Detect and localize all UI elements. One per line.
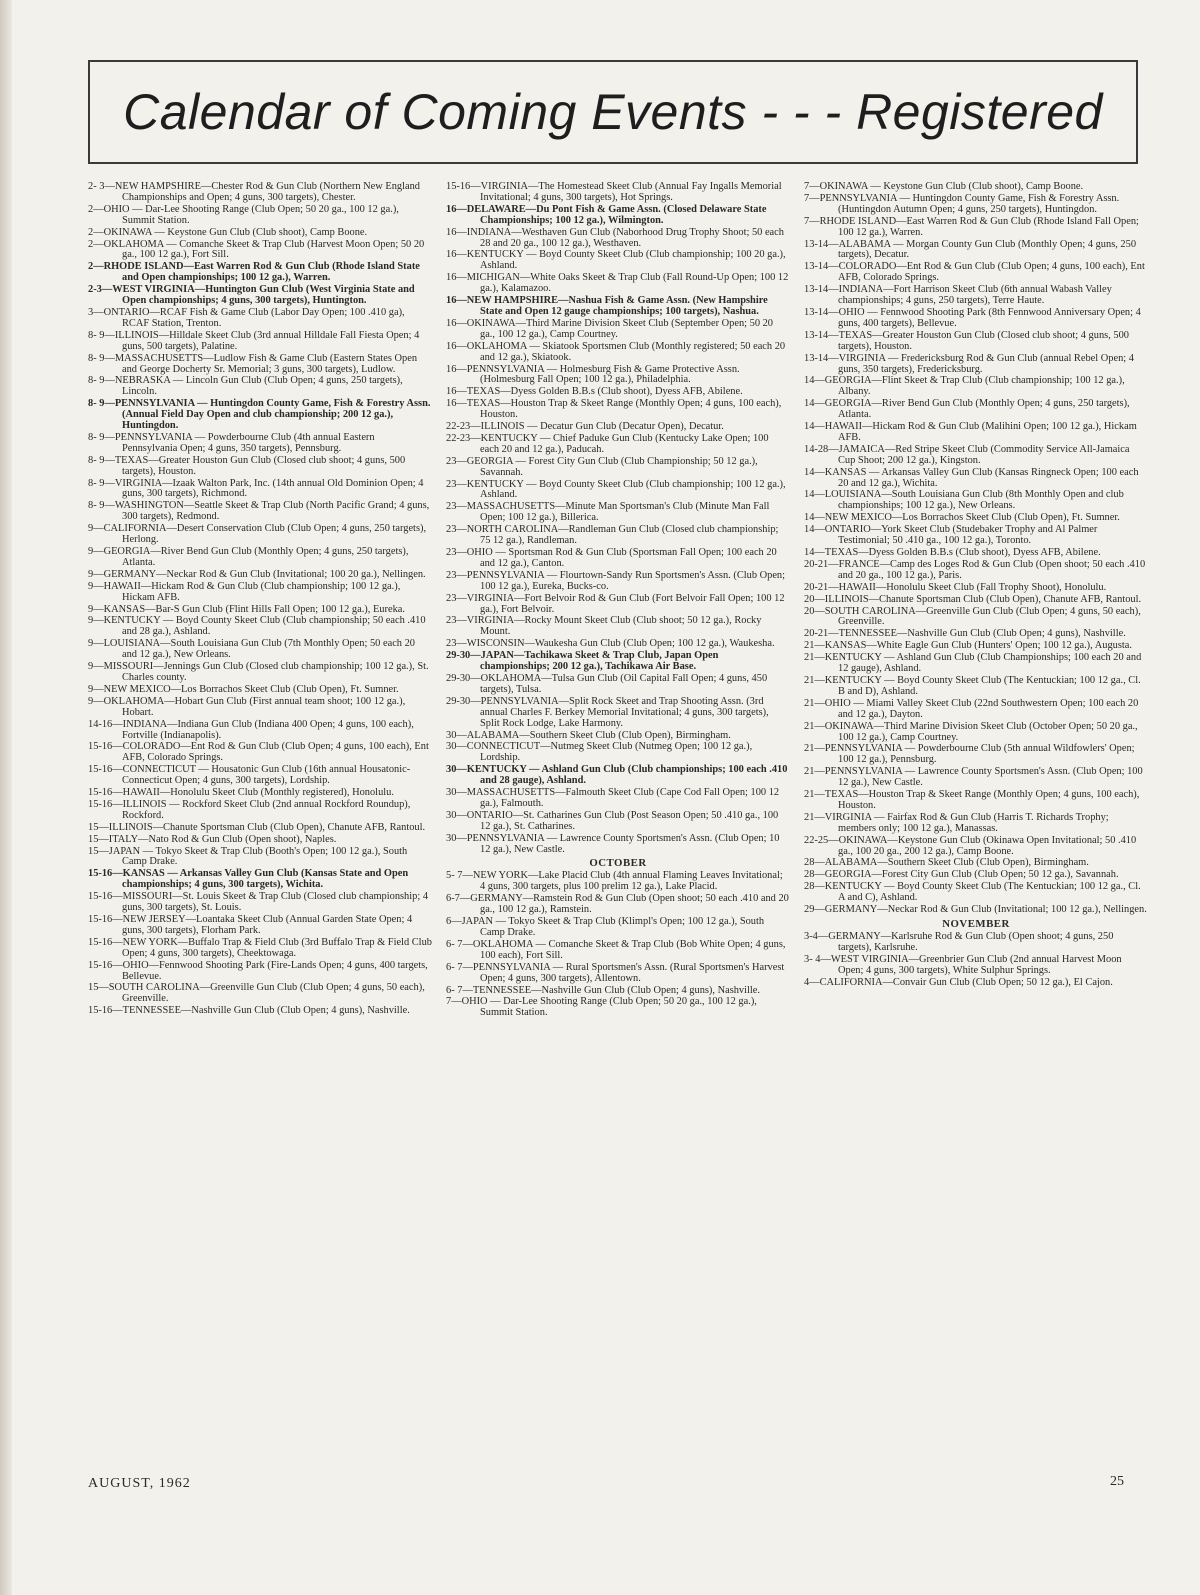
event-entry: 20-21—FRANCE—Camp des Loges Rod & Gun Club (Open shoot; 50 each .410 and 20 ga., 100 12 ga.), Paris. bbox=[804, 558, 1146, 581]
event-entry: 23—NORTH CAROLINA—Randleman Gun Club (Closed club championship; 75 12 ga.), Randleman. bbox=[446, 524, 779, 547]
event-entry: 15-16—NEW YORK—Buffalo Trap & Field Club (3rd Buffalo Trap & Field Club Open; 4 guns, 300 targets), Cheektowaga. bbox=[88, 936, 432, 959]
event-entry: 28—GEORGIA—Forest City Gun Club (Club Open; 50 12 ga.), Savannah. bbox=[804, 869, 1119, 881]
calendar-column-3 bbox=[804, 182, 1148, 1482]
event-entry: 16—OKINAWA—Third Marine Division Skeet Club (September Open; 50 20 ga., 100 12 ga.), Camp Courtney. bbox=[446, 317, 773, 340]
page-binding-edge bbox=[0, 0, 12, 1595]
event-entry: 13-14—VIRGINIA — Fredericksburg Rod & Gun Club (annual Rebel Open; 4 guns, 350 targets), Fredericksburg. bbox=[804, 352, 1134, 375]
event-entry: 2—OHIO — Dar-Lee Shooting Range (Club Open; 50 20 ga., 100 12 ga.), Summit Station. bbox=[88, 203, 399, 226]
event-entry: 15-16—HAWAII—Honolulu Skeet Club (Monthly registered), Honolulu. bbox=[88, 787, 394, 799]
event-entry: 9—GERMANY—Neckar Rod & Gun Club (Invitational; 100 20 ga.), Nellingen. bbox=[88, 568, 426, 580]
event-entry: 8- 9—VIRGINIA—Izaak Walton Park, Inc. (14th annual Old Dominion Open; 4 guns, 300 targets), Richmond. bbox=[88, 477, 424, 500]
event-entry: 7—RHODE ISLAND—East Warren Rod & Gun Club (Rhode Island Fall Open; 100 12 ga.), Warren. bbox=[804, 215, 1139, 238]
event-entry: 13-14—ALABAMA — Morgan County Gun Club (Monthly Open; 4 guns, 250 targets), Decatur. bbox=[804, 238, 1137, 261]
event-entry: 16—INDIANA—Westhaven Gun Club (Naborhood Drug Trophy Shoot; 50 each 28 and 20 ga., 100 12 ga.), Westhaven. bbox=[446, 226, 784, 249]
event-entry: 16—PENNSYLVANIA — Holmesburg Fish & Game Protective Assn. (Holmesburg Fall Open; 100 12 ga.), Philadelphia. bbox=[446, 363, 740, 386]
event-entry: 6—JAPAN — Tokyo Skeet & Trap Club (Klimpl's Open; 100 12 ga.), South Camp Drake. bbox=[446, 916, 765, 938]
event-entry: 20-21—HAWAII—Honolulu Skeet Club (Fall Trophy Shoot), Honolulu. bbox=[804, 581, 1107, 593]
event-entry: 16—KENTUCKY — Boyd County Skeet Club (Club championship; 100 20 ga.), Ashland. bbox=[446, 249, 786, 272]
month-heading: NOVEMBER bbox=[942, 918, 1010, 930]
event-entry: 14—LOUISIANA—South Louisiana Gun Club (8th Monthly Open and club championships; 100 12 ga.), New Orleans. bbox=[804, 489, 1124, 512]
event-entry: 9—KENTUCKY — Boyd County Skeet Club (Club championship; 50 each .410 and 28 ga.), Ashland. bbox=[88, 615, 426, 638]
event-entry: 29-30—PENNSYLVANIA—Split Rock Skeet and Trap Shooting Assn. (3rd annual Charles F. Berkey Memorial Invitational; 4 guns, 300 targets), Split Rock Lodge, Lake Harmony. bbox=[446, 695, 769, 729]
event-entry: 8- 9—NEBRASKA — Lincoln Gun Club (Club Open; 4 guns, 250 targets), Lincoln. bbox=[88, 375, 403, 398]
event-entry: 8- 9—PENNSYLVANIA — Huntingdon County Game, Fish & Forestry Assn. (Annual Field Day Open and club championship; 200 12 ga.), Huntingdon. bbox=[88, 398, 431, 432]
title-box bbox=[88, 60, 1138, 164]
event-entry: 20—ILLINOIS—Chanute Sportsman Club (Club Open), Chanute AFB, Rantoul. bbox=[804, 593, 1142, 605]
event-entry: 9—MISSOURI—Jennings Gun Club (Closed club championship; 100 12 ga.), St. Charles county. bbox=[88, 661, 429, 683]
event-entry: 4—CALIFORNIA—Convair Gun Club (Club Open; 50 12 ga.), El Cajon. bbox=[804, 976, 1113, 988]
event-entry: 3—ONTARIO—RCAF Fish & Game Club (Labor Day Open; 100 .410 ga), RCAF Station, Trenton. bbox=[88, 306, 405, 329]
event-entry: 6- 7—OKLAHOMA — Comanche Skeet & Trap Club (Bob White Open; 4 guns, 100 each), Fort Sill. bbox=[446, 938, 786, 961]
page-number: 25 bbox=[1110, 1474, 1124, 1489]
event-entry: 15-16—OHIO—Fennwood Shooting Park (Fire-Lands Open; 4 guns, 400 targets, Bellevue. bbox=[88, 959, 428, 982]
event-entry: 9—LOUISIANA—South Louisiana Gun Club (7th Monthly Open; 50 each 20 and 12 ga.), New Orleans. bbox=[88, 638, 415, 661]
event-entry: 15—ILLINOIS—Chanute Sportsman Club (Club Open), Chanute AFB, Rantoul. bbox=[88, 821, 426, 833]
event-entry: 21—OKINAWA—Third Marine Division Skeet Club (October Open; 50 20 ga., 100 12 ga.), Camp Courtney. bbox=[804, 720, 1138, 743]
event-entry: 14—ONTARIO—York Skeet Club (Studebaker Trophy and Al Palmer Testimonial; 50 .410 ga., 100 12 ga.), Toronto. bbox=[804, 524, 1098, 547]
event-entry: 15—ITALY—Nato Rod & Gun Club (Open shoot), Naples. bbox=[88, 833, 337, 845]
event-entry: 21—PENNSYLVANIA — Lawrence County Sportsmen's Assn. (Club Open; 100 12 ga.), New Castle. bbox=[804, 766, 1143, 789]
event-entry: 21—KENTUCKY — Ashland Gun Club (Club Championships; 100 each 20 and 12 gauge), Ashland. bbox=[804, 652, 1142, 675]
event-entry: 7—OKINAWA — Keystone Gun Club (Club shoot), Camp Boone. bbox=[804, 182, 1084, 192]
event-entry: 2—OKINAWA — Keystone Gun Club (Club shoot), Camp Boone. bbox=[88, 226, 368, 238]
event-entry: 21—TEXAS—Houston Trap & Skeet Range (Monthly Open; 4 guns, 100 each), Houston. bbox=[804, 789, 1140, 811]
event-entry: 23—KENTUCKY — Boyd County Skeet Club (Club championship; 100 12 ga.), Ashland. bbox=[446, 478, 786, 501]
event-entry: 23—VIRGINIA—Fort Belvoir Rod & Gun Club (Fort Belvoir Fall Open; 100 12 ga.), Fort Belvoir. bbox=[446, 592, 785, 615]
event-entry: 6- 7—TENNESSEE—Nashville Gun Club (Club Open; 4 guns), Nashville. bbox=[446, 984, 761, 996]
event-entry: 28—KENTUCKY — Boyd County Skeet Club (The Kentuckian; 100 12 ga., Cl. A and C), Ashland. bbox=[804, 881, 1141, 904]
event-entry: 30—MASSACHUSETTS—Falmouth Skeet Club (Cape Cod Fall Open; 100 12 ga.), Falmouth. bbox=[446, 787, 780, 809]
event-entry: 9—CALIFORNIA—Desert Conservation Club (Club Open; 4 guns, 250 targets), Herlong. bbox=[88, 523, 427, 546]
event-entry: 15-16—KANSAS — Arkansas Valley Gun Club (Kansas State and Open championships; 4 guns, 300 targets), Wichita. bbox=[88, 868, 409, 891]
event-entry: 14-16—INDIANA—Indiana Gun Club (Indiana 400 Open; 4 guns, 100 each), Fortville (Indianapolis). bbox=[88, 718, 414, 741]
event-entry: 30—KENTUCKY — Ashland Gun Club (Club championships; 100 each .410 and 28 gauge), Ashland. bbox=[446, 764, 788, 787]
event-entry: 2—RHODE ISLAND—East Warren Rod & Gun Club (Rhode Island State and Open championships; 100 12 ga.), Warren. bbox=[88, 261, 420, 284]
event-entry: 15-16—ILLINOIS — Rockford Skeet Club (2nd annual Rockford Roundup), Rockford. bbox=[88, 798, 411, 821]
event-entry: 15—JAPAN — Tokyo Skeet & Trap Club (Booth's Open; 100 12 ga.), South Camp Drake. bbox=[88, 845, 408, 868]
event-entry: 30—ONTARIO—St. Catharines Gun Club (Post Season Open; 50 .410 ga., 100 12 ga.), St. Catharines. bbox=[446, 809, 779, 832]
event-entry: 13-14—TEXAS—Greater Houston Gun Club (Closed club shoot; 4 guns, 500 targets), Houston. bbox=[804, 329, 1129, 352]
event-entry: 9—NEW MEXICO—Los Borrachos Skeet Club (Club Open), Ft. Sumner. bbox=[88, 683, 399, 695]
calendar-columns bbox=[88, 182, 1148, 1482]
event-entry: 14-28—JAMAICA—Red Stripe Skeet Club (Commodity Service All-Jamaica Cup Shoot; 200 12 ga.), Kingston. bbox=[804, 443, 1130, 466]
event-entry: 8- 9—TEXAS—Greater Houston Gun Club (Closed club shoot; 4 guns, 500 targets), Houston. bbox=[88, 454, 406, 477]
event-entry: 15-16—TENNESSEE—Nashville Gun Club (Club Open; 4 guns), Nashville. bbox=[88, 1005, 410, 1017]
event-entry: 23—VIRGINIA—Rocky Mount Skeet Club (Club shoot; 50 12 ga.), Rocky Mount. bbox=[446, 615, 762, 638]
event-entry: 16—OKLAHOMA — Skiatook Sportsmen Club (Monthly registered; 50 each 20 and 12 ga.), Skiatook. bbox=[446, 340, 786, 363]
event-entry: 15-16—NEW JERSEY—Loantaka Skeet Club (Annual Garden State Open; 4 guns, 300 targets), Florham Park. bbox=[88, 914, 413, 936]
event-entry: 14—GEORGIA—Flint Skeet & Trap Club (Club championship; 100 12 ga.), Albany. bbox=[804, 375, 1125, 398]
event-entry: 15-16—CONNECTICUT — Housatonic Gun Club (16th annual Housatonic-Connecticut Open; 4 guns, 300 targets), Lordship. bbox=[88, 764, 411, 787]
event-entry: 23—MASSACHUSETTS—Minute Man Sportsman's Club (Minute Man Fall Open; 100 12 ga.), Billerica. bbox=[446, 501, 770, 524]
event-entry: 16—TEXAS—Houston Trap & Skeet Range (Monthly Open; 4 guns, 100 each), Houston. bbox=[446, 398, 782, 421]
event-entry: 30—PENNSYLVANIA — Lawrence County Sportsmen's Assn. (Club Open; 10 12 ga.), New Castle. bbox=[446, 832, 780, 855]
event-entry: 9—OKLAHOMA—Hobart Gun Club (First annual team shoot; 100 12 ga.), Hobart. bbox=[88, 695, 406, 718]
event-entry: 21—VIRGINIA — Fairfax Rod & Gun Club (Harris T. Richards Trophy; members only; 100 12 ga.), Manassas. bbox=[804, 811, 1109, 834]
event-entry: 15—SOUTH CAROLINA—Greenville Gun Club (Club Open; 4 guns, 50 each), Greenville. bbox=[88, 982, 425, 1005]
event-entry: 6-7—GERMANY—Ramstein Rod & Gun Club (Open shoot; 50 each .410 and 20 ga., 100 12 ga.), Ramstein. bbox=[446, 893, 789, 916]
event-entry: 21—KANSAS—White Eagle Gun Club (Hunters' Open; 100 12 ga.), Augusta. bbox=[804, 640, 1132, 652]
event-entry: 2- 3—NEW HAMPSHIRE—Chester Rod & Gun Club (Northern New England Championships and Open; 4 guns, 300 targets), Chester. bbox=[88, 182, 420, 203]
event-entry: 15-16—MISSOURI—St. Louis Skeet & Trap Club (Closed club championship; 4 guns, 300 targets), St. Louis. bbox=[88, 891, 429, 914]
calendar-column-1 bbox=[88, 182, 432, 1482]
event-entry: 23—OHIO — Sportsman Rod & Gun Club (Sportsman Fall Open; 100 each 20 and 12 ga.), Canton. bbox=[446, 547, 777, 569]
event-entry: 9—HAWAII—Hickam Rod & Gun Club (Club championship; 100 12 ga.), Hickam AFB. bbox=[88, 580, 401, 603]
event-entry: 22-23—KENTUCKY — Chief Paduke Gun Club (Kentucky Lake Open; 100 each 20 and 12 ga.), Paducah. bbox=[446, 432, 769, 455]
event-entry: 23—WISCONSIN—Waukesha Gun Club (Club Open; 100 12 ga.), Waukesha. bbox=[446, 638, 775, 650]
event-entry: 14—KANSAS — Arkansas Valley Gun Club (Kansas Ringneck Open; 100 each 20 and 12 ga.), Wichita. bbox=[804, 466, 1139, 489]
event-entry: 8- 9—MASSACHUSETTS—Ludlow Fish & Game Club (Eastern States Open and George Docherty Sr. Memorial; 3 guns, 300 targets), Ludlow. bbox=[88, 352, 418, 375]
event-entry: 7—OHIO — Dar-Lee Shooting Range (Club Open; 50 20 ga., 100 12 ga.), Summit Station. bbox=[446, 996, 757, 1019]
event-entry: 16—MICHIGAN—White Oaks Skeet & Trap Club (Fall Round-Up Open; 100 12 ga.), Kalamazoo. bbox=[446, 272, 789, 295]
event-entry: 15-16—VIRGINIA—The Homestead Skeet Club (Annual Fay Ingalls Memorial Invitational; 4 guns, 300 targets), Hot Springs. bbox=[446, 182, 782, 203]
event-entry: 21—KENTUCKY — Boyd County Skeet Club (The Kentuckian; 100 12 ga., Cl. B and D), Ashland. bbox=[804, 674, 1141, 697]
event-entry: 22-23—ILLINOIS — Decatur Gun Club (Decatur Open), Decatur. bbox=[446, 421, 724, 433]
issue-date: AUGUST, 1962 bbox=[88, 1476, 191, 1491]
event-entry: 6- 7—PENNSYLVANIA — Rural Sportsmen's Assn. (Rural Sportsmen's Harvest Open; 4 guns, 300 targets), Allentown. bbox=[446, 961, 785, 984]
event-entry: 29—GERMANY—Neckar Rod & Gun Club (Invitational; 100 12 ga.), Nellingen. bbox=[804, 904, 1147, 916]
event-entry: 21—OHIO — Miami Valley Skeet Club (22nd Southwestern Open; 100 each 20 and 12 ga.), Dayton. bbox=[804, 697, 1139, 720]
event-entry: 5- 7—NEW YORK—Lake Placid Club (4th annual Flaming Leaves Invitational; 4 guns, 300 targets, plus 100 prelim 12 ga.), Lake Placid. bbox=[446, 870, 783, 893]
event-entry: 9—GEORGIA—River Bend Gun Club (Monthly Open; 4 guns, 250 targets), Atlanta. bbox=[88, 546, 409, 568]
event-entry: 8- 9—ILLINOIS—Hilldale Skeet Club (3rd annual Hilldale Fall Fiesta Open; 4 guns, 500 targets), Palatine. bbox=[88, 329, 420, 352]
event-entry: 9—KANSAS—Bar-S Gun Club (Flint Hills Fall Open; 100 12 ga.), Eureka. bbox=[88, 603, 405, 615]
event-entry: 7—PENNSYLVANIA — Huntingdon County Game, Fish & Forestry Assn. (Huntingdon Autumn Open; 4 guns, 250 targets), Huntingdon. bbox=[804, 192, 1120, 215]
event-entry: 30—CONNECTICUT—Nutmeg Skeet Club (Nutmeg Open; 100 12 ga.), Lordship. bbox=[446, 741, 753, 764]
event-entry: 2—OKLAHOMA — Comanche Skeet & Trap Club (Harvest Moon Open; 50 20 ga., 100 12 ga.), Fort Sill. bbox=[88, 238, 425, 261]
event-entry: 14—NEW MEXICO—Los Borrachos Skeet Club (Club Open), Ft. Sumner. bbox=[804, 512, 1120, 524]
month-heading: OCTOBER bbox=[589, 857, 647, 870]
event-entry: 23—PENNSYLVANIA — Flourtown-Sandy Run Sportsmen's Assn. (Club Open; 100 12 ga.), Eureka, Bucks-co. bbox=[446, 569, 786, 592]
event-entry: 20—SOUTH CAROLINA—Greenville Gun Club (Club Open; 4 guns, 50 each), Greenville. bbox=[804, 605, 1141, 628]
event-entry: 13-14—OHIO — Fennwood Shooting Park (8th Fennwood Anniversary Open; 4 guns, 400 targets), Bellevue. bbox=[804, 306, 1141, 329]
event-entry: 28—ALABAMA—Southern Skeet Club (Club Open), Birmingham. bbox=[804, 857, 1089, 869]
event-entry: 16—TEXAS—Dyess Golden B.B.s (Club shoot), Dyess AFB, Abilene. bbox=[446, 386, 743, 398]
event-entry: 3- 4—WEST VIRGINIA—Greenbrier Gun Club (2nd annual Harvest Moon Open; 4 guns, 300 targets), White Sulphur Springs. bbox=[804, 953, 1122, 976]
event-entry: 20-21—TENNESSEE—Nashville Gun Club (Club Open; 4 guns), Nashville. bbox=[804, 628, 1126, 640]
event-entry: 8- 9—WASHINGTON—Seattle Skeet & Trap Club (North Pacific Grand; 4 guns, 300 targets), Redmond. bbox=[88, 500, 430, 523]
event-entry: 21—PENNSYLVANIA — Powderbourne Club (5th annual Wildfowlers' Open; 100 12 ga.), Pennsburg. bbox=[804, 743, 1135, 766]
event-entry: 29-30—JAPAN—Tachikawa Skeet & Trap Club, Japan Open championships; 200 12 ga.), Tachikawa Air Base. bbox=[446, 650, 719, 673]
event-entry: 13-14—COLORADO—Ent Rod & Gun Club (Club Open; 4 guns, 100 each), Ent AFB, Colorado Springs. bbox=[804, 261, 1145, 284]
event-entry: 13-14—INDIANA—Fort Harrison Skeet Club (6th annual Wabash Valley championships; 4 guns, 250 targets), Terre Haute. bbox=[804, 284, 1112, 307]
event-entry: 16—DELAWARE—Du Pont Fish & Game Assn. (Closed Delaware State Championships; 100 12 ga.), Wilmington. bbox=[446, 203, 767, 226]
event-entry: 30—ALABAMA—Southern Skeet Club (Club Open), Birmingham. bbox=[446, 729, 731, 741]
event-entry: 14—GEORGIA—River Bend Gun Club (Monthly Open; 4 guns, 250 targets), Atlanta. bbox=[804, 398, 1130, 421]
event-entry: 23—GEORGIA — Forest City Gun Club (Club Championship; 50 12 ga.), Savannah. bbox=[446, 455, 758, 478]
event-entry: 29-30—OKLAHOMA—Tulsa Gun Club (Oil Capital Fall Open; 4 guns, 450 targets), Tulsa. bbox=[446, 672, 768, 695]
calendar-column-2 bbox=[446, 182, 790, 1482]
event-entry: 16—NEW HAMPSHIRE—Nashua Fish & Game Assn. (New Hampshire State and Open 12 gauge championships; 100 targets), Nashua. bbox=[446, 295, 768, 317]
page-title: Calendar of Coming Events - - - Registered bbox=[123, 84, 1103, 140]
event-entry: 22-25—OKINAWA—Keystone Gun Club (Okinawa Open Invitational; 50 .410 ga., 100 20 ga., 200 12 ga.), Camp Boone. bbox=[804, 834, 1137, 857]
event-entry: 14—HAWAII—Hickam Rod & Gun Club (Malihini Open; 100 12 ga.), Hickam AFB. bbox=[804, 421, 1137, 443]
event-entry: 15-16—COLORADO—Ent Rod & Gun Club (Club Open; 4 guns, 100 each), Ent AFB, Colorado Springs. bbox=[88, 741, 429, 764]
event-entry: 3-4—GERMANY—Karlsruhe Rod & Gun Club (Open shoot; 4 guns, 250 targets), Karlsruhe. bbox=[804, 931, 1114, 953]
event-entry: 8- 9—PENNSYLVANIA — Powderbourne Club (4th annual Eastern Pennsylvania Open; 4 guns, 350 targets), Pennsburg. bbox=[88, 431, 375, 454]
event-entry: 2-3—WEST VIRGINIA—Huntington Gun Club (West Virginia State and Open championships; 4 guns, 300 targets), Huntington. bbox=[88, 284, 415, 307]
event-entry: 14—TEXAS—Dyess Golden B.B.s (Club shoot), Dyess AFB, Abilene. bbox=[804, 547, 1101, 558]
